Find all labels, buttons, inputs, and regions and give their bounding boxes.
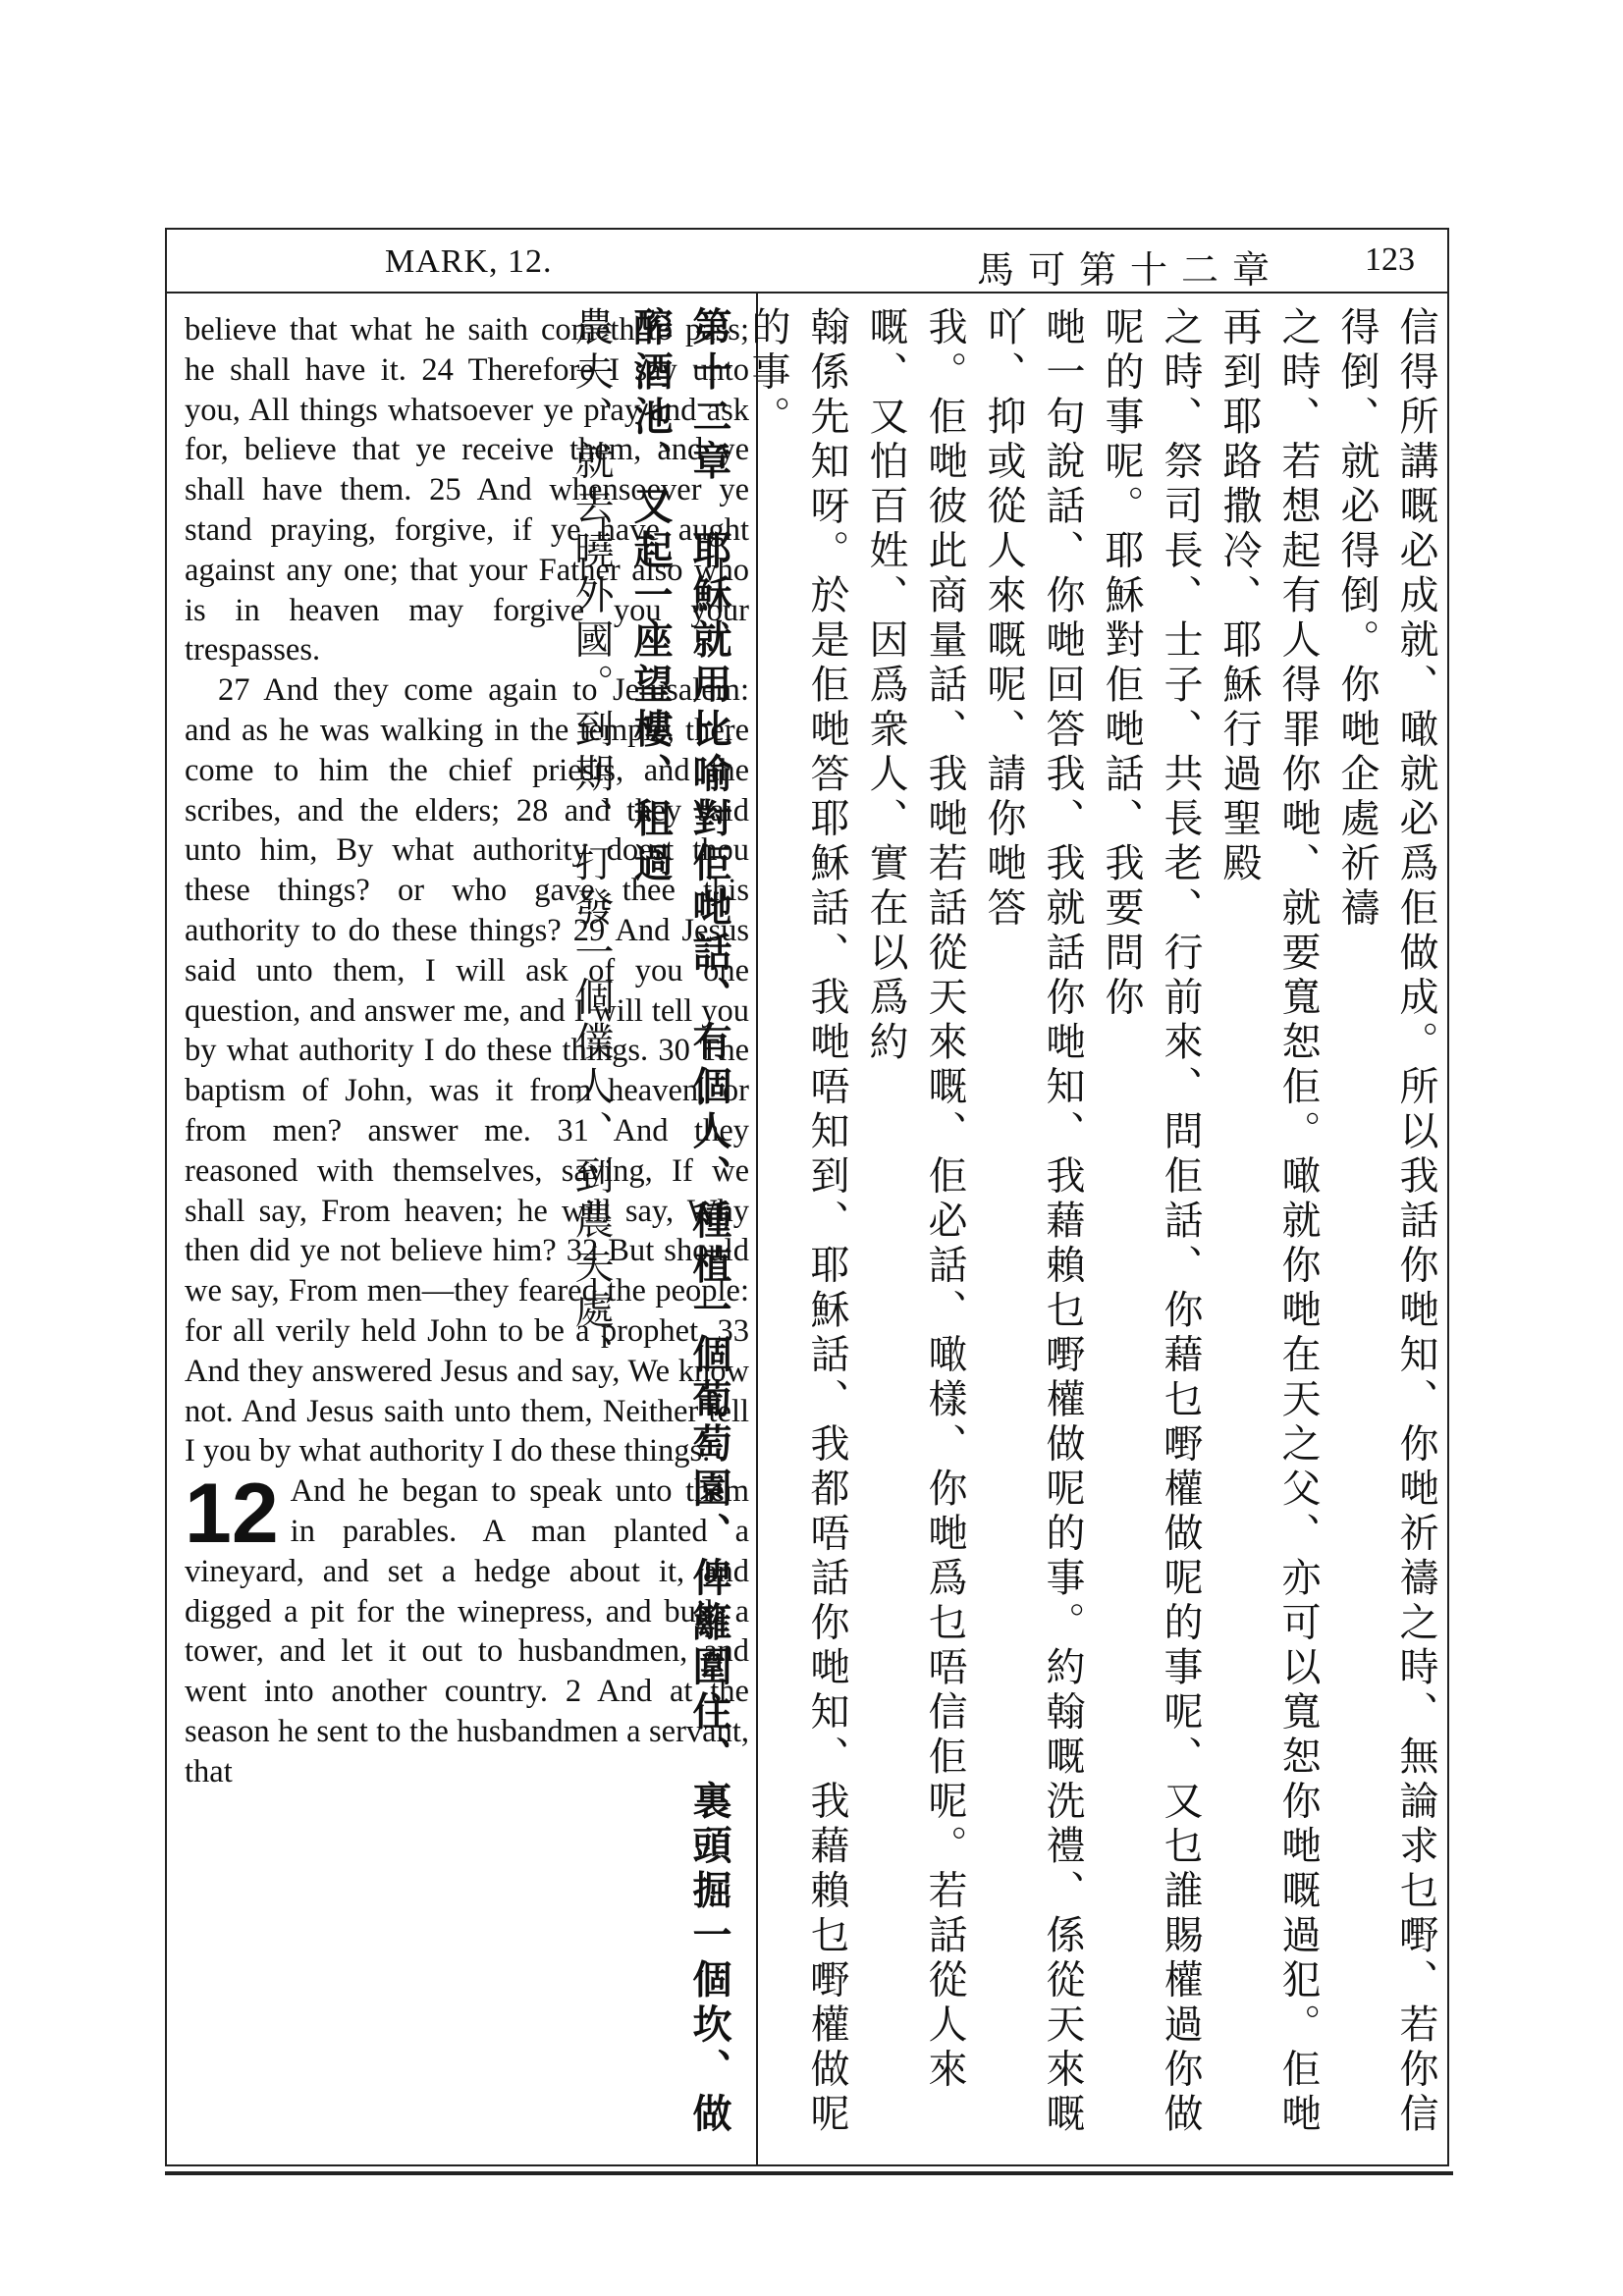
english-paragraph: 27 And they come again to Jerusalem: and as he was walking in the temple, there come to him the chief priests, and the scribes, and the elders; 28 and they said unto him, By what authority doest thou these things? or who gave thee this authority to do these things? 29 And Jesus said unto them, I will ask of you one question, and answer me, and I will tell you by what authority I do these things. 30 The baptism of John, was it from heaven, or from men? answer me. 31 And they reasoned with themselves, saying, If we shall say, From heaven; he will say, Why then did ye not believe him? 32 But should we say, From men—they feared the people: for all verily held John to be a prophet. 33 And they answered Jesus and say, We know not. And Jesus saith unto them, Neither tell I you by what authority I do these things. — [185, 672, 749, 1469]
chinese-column: 之時、祭司長、士子、共長老、行前來、問佢話、你藉乜嘢權做呢的事呢、又乜誰賜權過你做呢的事呢。耶穌對佢哋話、我要問你 — [1099, 306, 1203, 2138]
header-chinese-title: 馬可第十二章 — [977, 248, 1284, 292]
bottom-rule — [165, 2171, 1453, 2175]
page-number: 123 — [1365, 241, 1415, 278]
page-frame — [165, 228, 1449, 2166]
chapter-opening-text: And he began to speak unto them in parables. A man planted a vineyard, and set a hedge about it, and digged a pit for the winepress, and built a tower, and let it out to husbandmen, and went into another country. 2 And at the season he sent to the husbandmen a servant, that — [185, 1473, 749, 1789]
english-paragraph: believe that what he saith cometh to pass; he shall have it. 24 Therefore I say unto you, All things whatsoever ye pray and ask for, believe that ye receive them, and ye shall have them. 25 And whensoever ye stand praying, forgive, if ye have aught against any one; that your Father also who is in heaven may forgive you your trespasses. — [185, 312, 749, 668]
chinese-column: 哋一句說話、你哋回答我、我就話你哋知、我藉賴乜嘢權做呢的事。約翰嘅洗禮、係從天來嘅吖、抑或從人來嘅呢、請你哋答 — [981, 306, 1085, 2138]
chinese-column: 我。佢哋彼此商量話、我哋若話從天來嘅、佢必話、噉樣、你哋爲乜唔信佢呢。若話從人來嘅、又怕百姓、因爲衆人、實在以爲約 — [863, 306, 967, 2093]
running-header — [167, 230, 1447, 294]
chinese-column: 翰係先知呀。於是佢哋答耶穌話、我哋唔知到、耶穌話、我都唔話你哋知、我藉賴乜嘢權做呢的事。 — [745, 306, 849, 2138]
chapter-number: 12 — [185, 1467, 279, 1562]
chinese-column-chapter-start: 第十二章 耶穌就用比喻對佢哋話、有個人、種植一個葡萄園、俾籬圍住、裏頭掘一個坎、做醡酒池、又起一座望樓、租過 — [627, 306, 731, 2138]
chinese-text-column — [568, 306, 1445, 2162]
chinese-column: 信得所講嘅必成就、噉就必爲佢做成。所以我話你哋知、你哋祈禱之時、無論求乜嘢、若你信得倒、就必得倒。你哋企處祈禱 — [1334, 306, 1438, 2138]
chinese-column: 之時、若想起有人得罪你哋、就要寬恕佢。噉就你哋在天之父、亦可以寬恕你哋嘅過犯。佢哋再到耶路撒冷、耶穌行過聖殿 — [1217, 306, 1321, 2138]
chinese-column: 農夫、就去曉外國。到期、打發一個僕人、到農夫處、 — [568, 306, 614, 1378]
header-title: MARK, 12. — [385, 243, 553, 280]
